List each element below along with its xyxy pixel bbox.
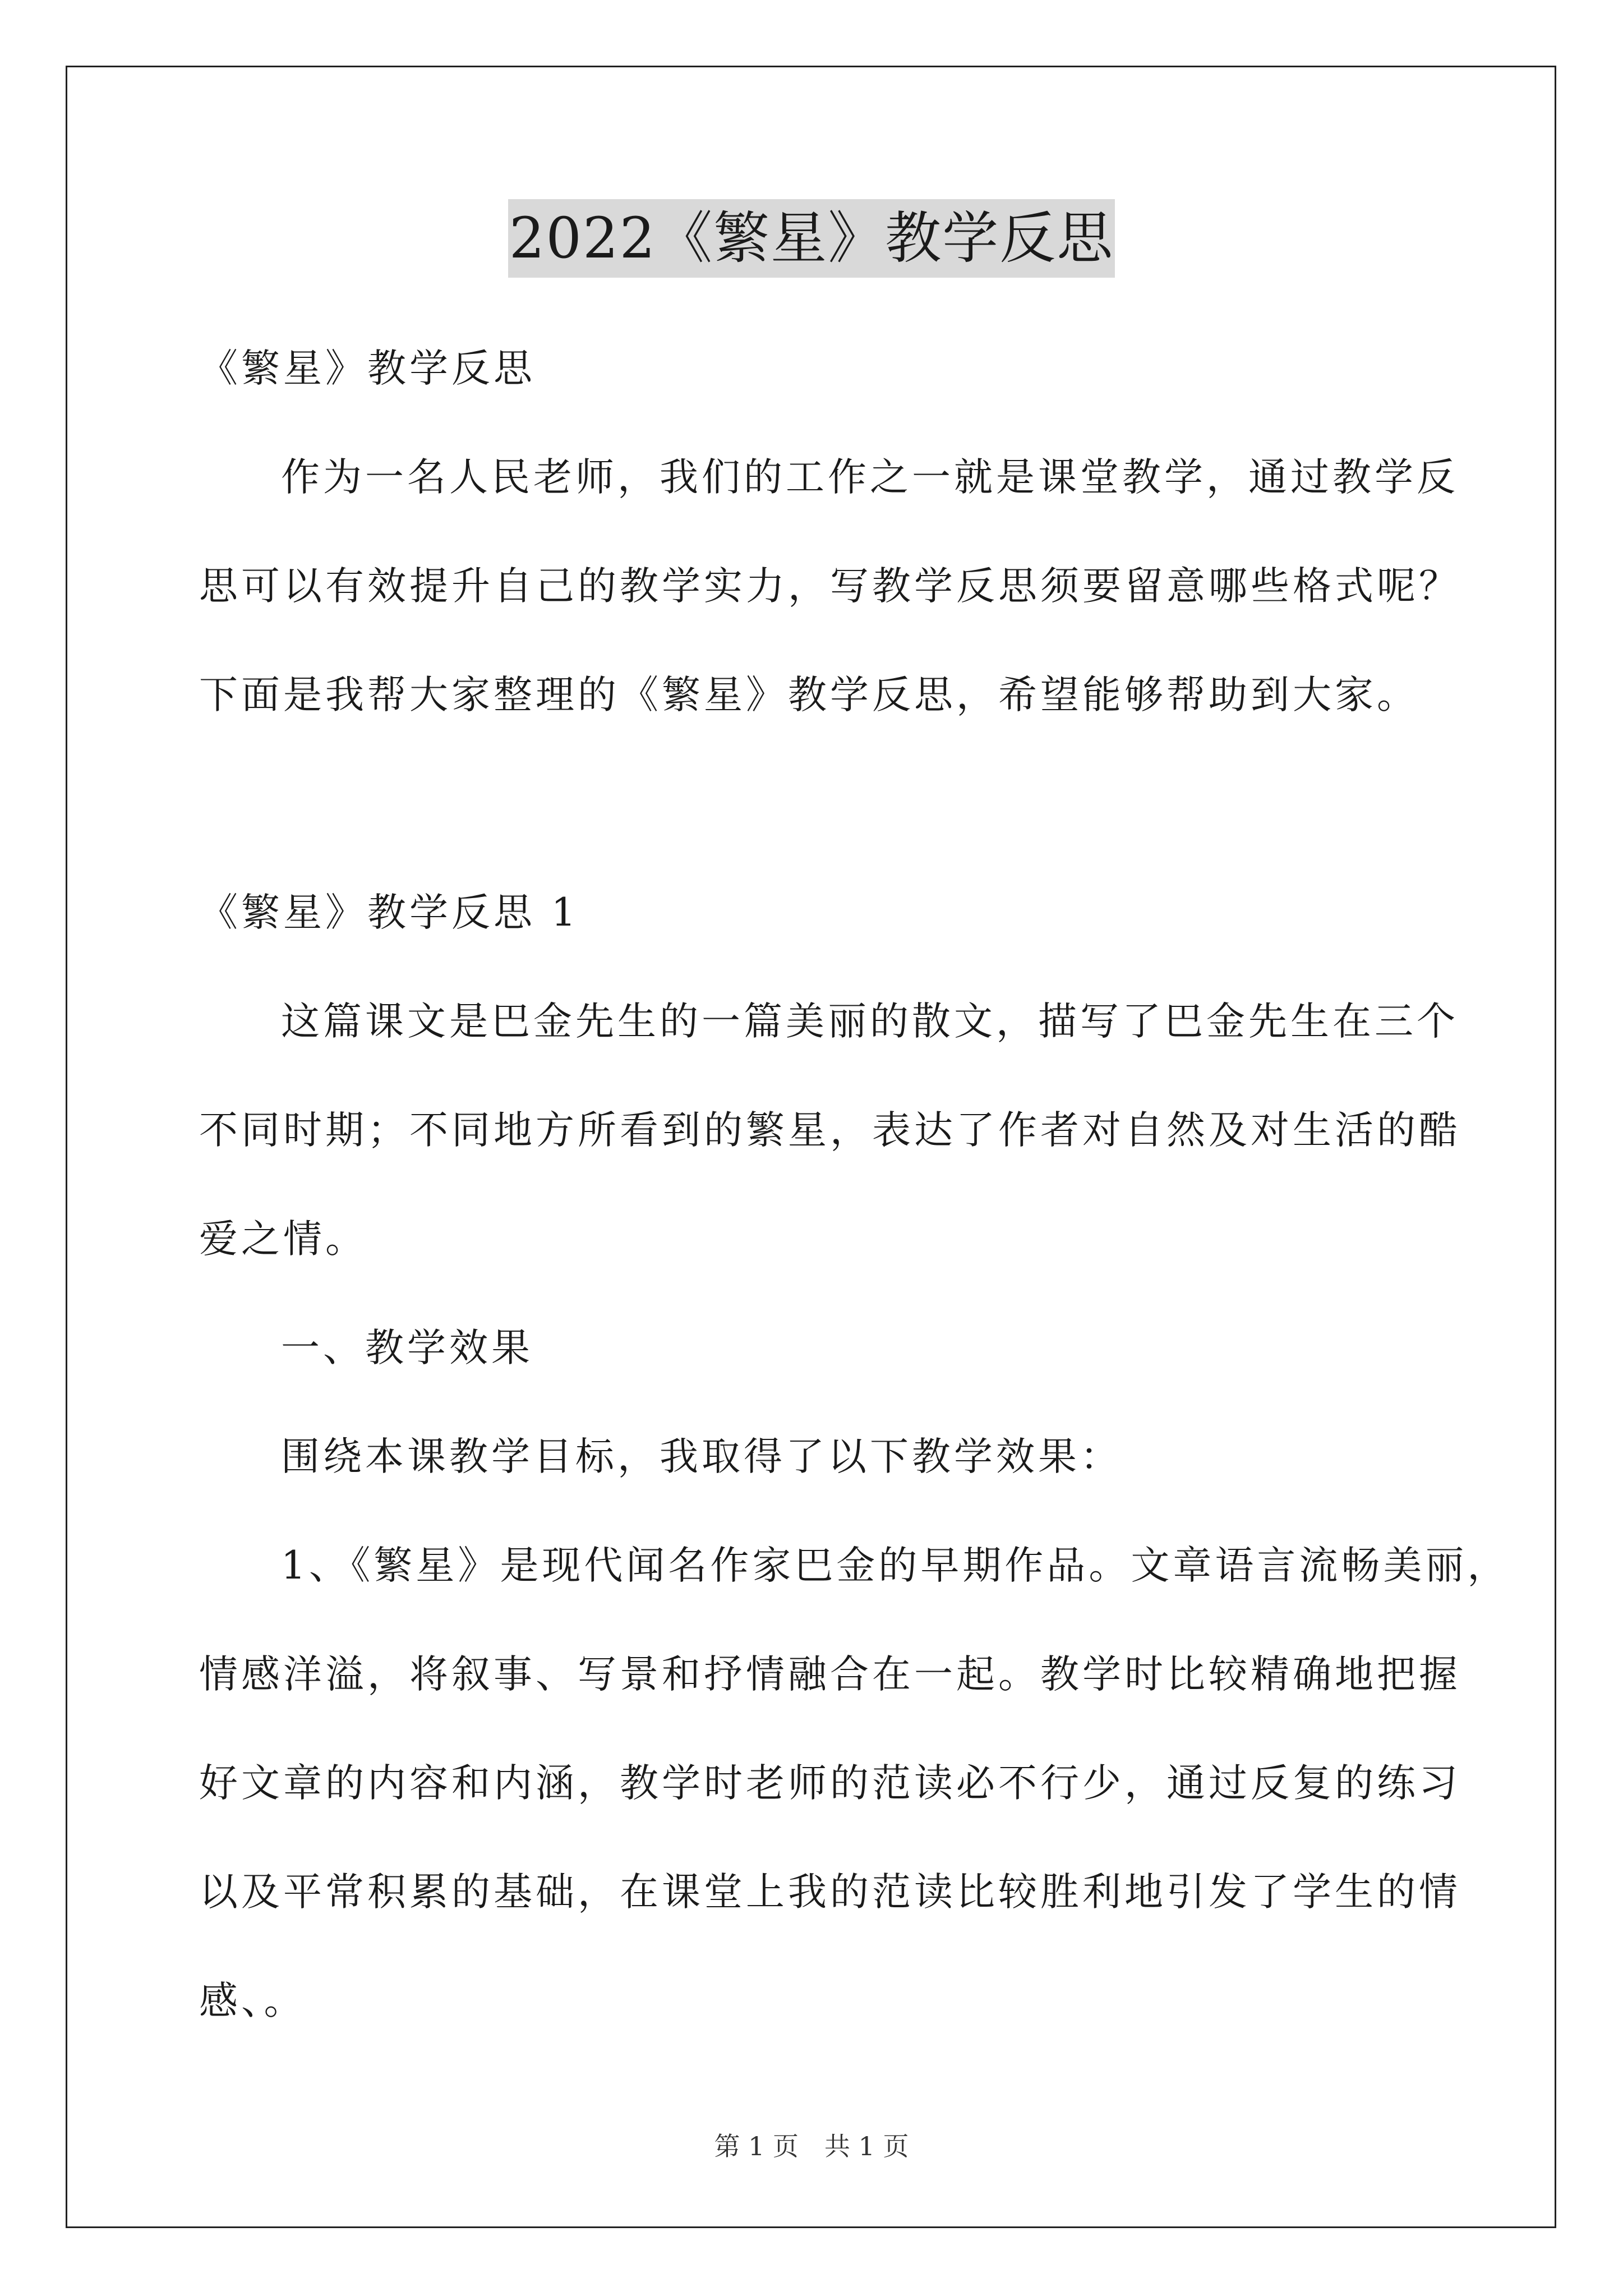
- paragraph-line: 爱之情。: [199, 1217, 367, 1262]
- paragraph-line: 围绕本课教学目标，我取得了以下教学效果：: [281, 1434, 1122, 1479]
- paragraph-line: 好文章的内容和内涵，教学时老师的范读必不行少，通过反复的练习: [199, 1761, 1461, 1806]
- title-container: [0, 199, 1623, 278]
- document-body: [199, 314, 1510, 2055]
- section-heading: 《繁星》教学反思 1: [199, 890, 579, 935]
- blank-line: [199, 749, 1450, 858]
- paragraph-line: 下面是我帮大家整理的《繁星》教学反思，希望能够帮助到大家。: [199, 673, 1419, 717]
- paragraph-line: 以及平常积累的基础，在课堂上我的范读比较胜利地引发了学生的情: [199, 1870, 1461, 1915]
- paragraph-line: 作为一名人民老师，我们的工作之一就是课堂教学，通过教学反: [281, 455, 1459, 500]
- paragraph-line: 思可以有效提升自己的教学实力，写教学反思须要留意哪些格式呢？: [199, 564, 1461, 609]
- paragraph-line: 1、《繁星》是现代闻名作家巴金的早期作品。文章语言流畅美丽，: [281, 1543, 1510, 1588]
- paragraph-line: 情感洋溢，将叙事、写景和抒情融合在一起。教学时比较精确地把握: [199, 1652, 1461, 1697]
- paragraph-line: 不同时期；不同地方所看到的繁星，表达了作者对自然及对生活的酷: [199, 1108, 1461, 1153]
- paragraph-line: 这篇课文是巴金先生的一篇美丽的散文，描写了巴金先生在三个: [281, 999, 1459, 1044]
- document-title: 2022《繁星》教学反思: [508, 199, 1115, 278]
- paragraph-line: 感、。: [199, 1978, 306, 2023]
- section-heading: 《繁星》教学反思: [199, 346, 536, 391]
- subsection-heading: 一、教学效果: [281, 1326, 533, 1370]
- page-footer: 第 1 页 共 1 页: [714, 2131, 909, 2161]
